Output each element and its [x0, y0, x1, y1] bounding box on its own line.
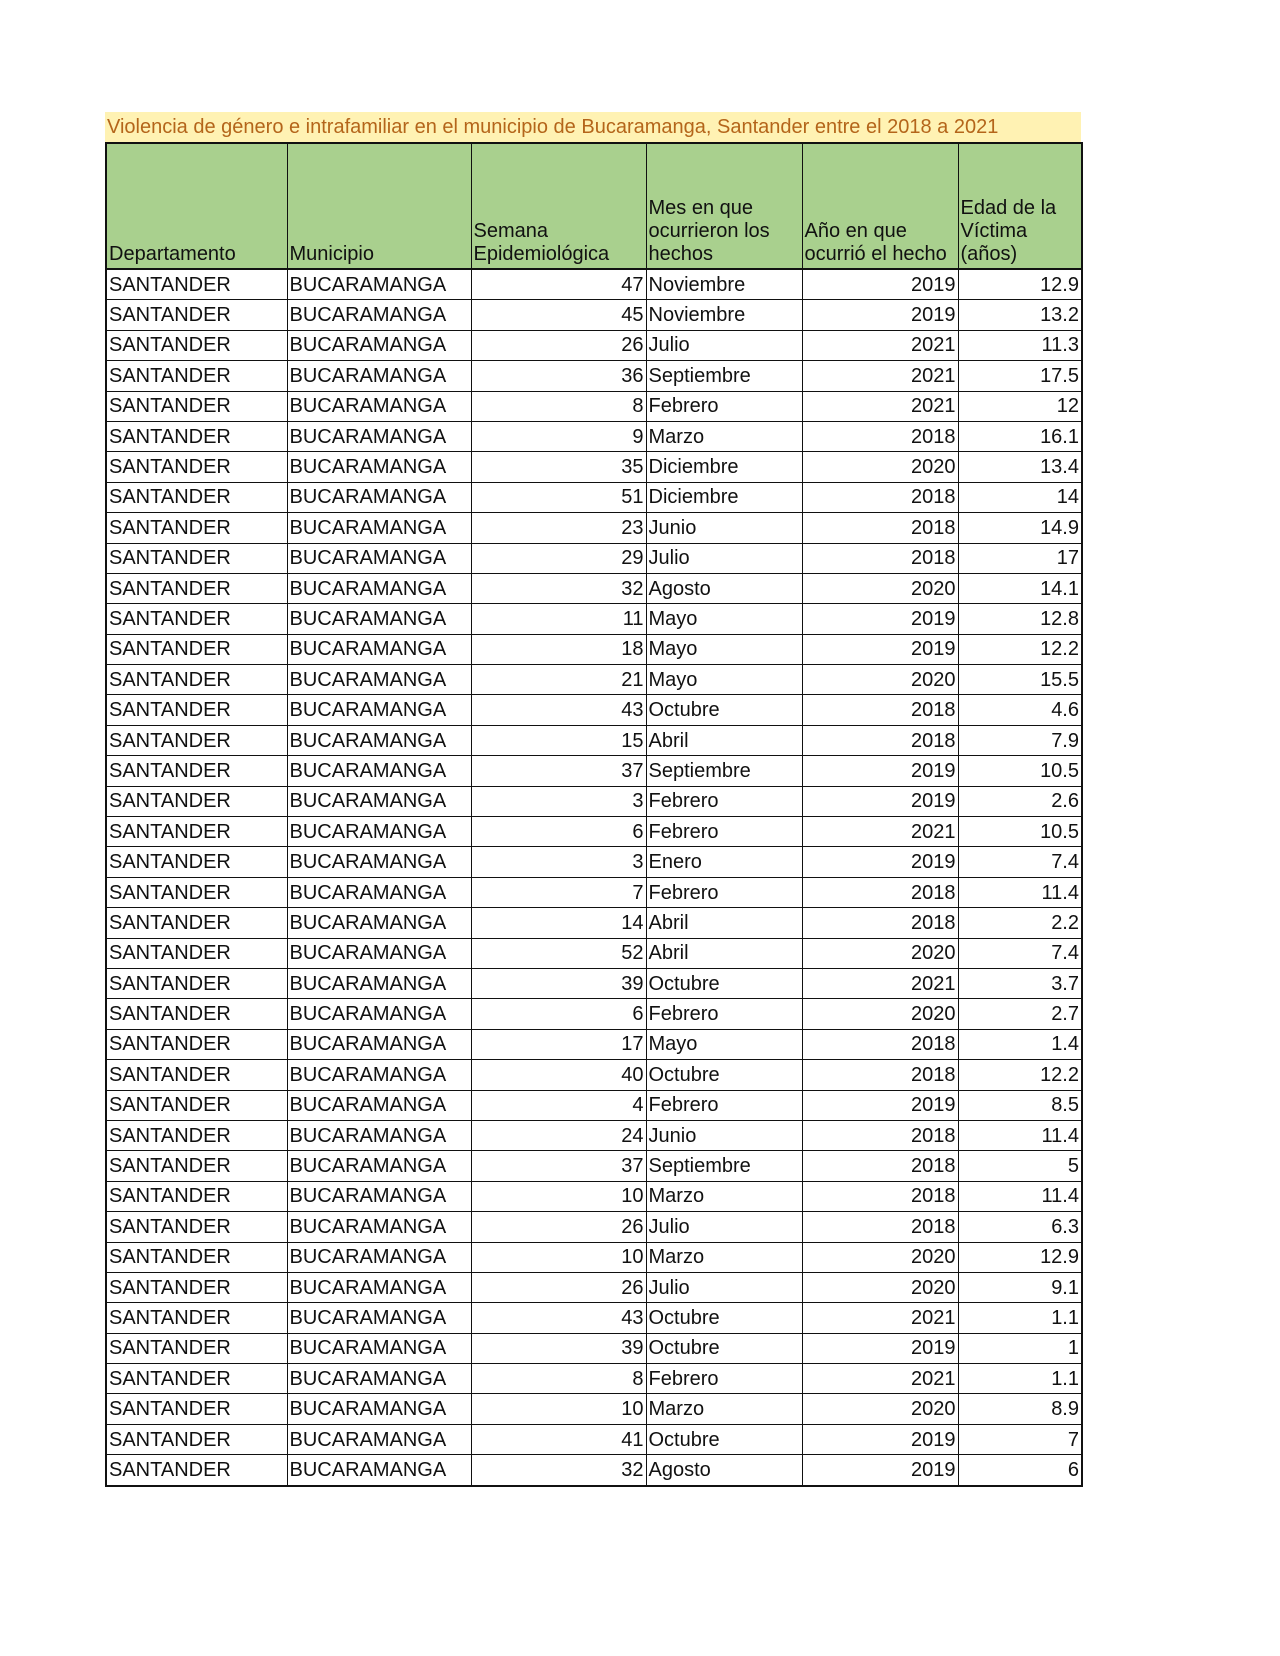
- cell-municipio: BUCARAMANGA: [287, 1303, 471, 1333]
- cell-edad: 7.9: [958, 725, 1082, 755]
- cell-anio: 2019: [802, 1424, 958, 1454]
- cell-semana: 52: [471, 938, 646, 968]
- cell-mes: Agosto: [646, 573, 802, 603]
- cell-edad: 17.5: [958, 361, 1082, 391]
- cell-semana: 14: [471, 908, 646, 938]
- cell-municipio: BUCARAMANGA: [287, 786, 471, 816]
- cell-anio: 2018: [802, 877, 958, 907]
- cell-departamento: SANTANDER: [106, 725, 287, 755]
- cell-mes: Mayo: [646, 604, 802, 634]
- cell-anio: 2018: [802, 482, 958, 512]
- cell-departamento: SANTANDER: [106, 634, 287, 664]
- cell-municipio: BUCARAMANGA: [287, 968, 471, 998]
- table-row: [106, 756, 1082, 786]
- cell-mes: Marzo: [646, 1394, 802, 1424]
- table-row: [106, 908, 1082, 938]
- cell-anio: 2019: [802, 847, 958, 877]
- cell-mes: Diciembre: [646, 452, 802, 482]
- cell-semana: 17: [471, 1029, 646, 1059]
- cell-departamento: SANTANDER: [106, 847, 287, 877]
- table-row: [106, 1151, 1082, 1181]
- cell-departamento: SANTANDER: [106, 877, 287, 907]
- cell-municipio: BUCARAMANGA: [287, 1181, 471, 1211]
- cell-mes: Noviembre: [646, 269, 802, 300]
- cell-departamento: SANTANDER: [106, 1242, 287, 1272]
- cell-semana: 29: [471, 543, 646, 573]
- cell-semana: 26: [471, 330, 646, 360]
- cell-edad: 5: [958, 1151, 1082, 1181]
- cell-municipio: BUCARAMANGA: [287, 1424, 471, 1454]
- cell-departamento: SANTANDER: [106, 482, 287, 512]
- cell-municipio: BUCARAMANGA: [287, 452, 471, 482]
- cell-departamento: SANTANDER: [106, 1060, 287, 1090]
- cell-municipio: BUCARAMANGA: [287, 330, 471, 360]
- cell-mes: Abril: [646, 938, 802, 968]
- cell-departamento: SANTANDER: [106, 1090, 287, 1120]
- cell-semana: 3: [471, 786, 646, 816]
- cell-edad: 13.2: [958, 300, 1082, 330]
- cell-municipio: BUCARAMANGA: [287, 847, 471, 877]
- cell-edad: 6: [958, 1455, 1082, 1486]
- cell-mes: Julio: [646, 330, 802, 360]
- table-row: [106, 482, 1082, 512]
- table-row: [106, 361, 1082, 391]
- cell-edad: 10.5: [958, 756, 1082, 786]
- cell-anio: 2020: [802, 999, 958, 1029]
- cell-anio: 2018: [802, 421, 958, 451]
- table-row: [106, 1333, 1082, 1363]
- cell-semana: 39: [471, 968, 646, 998]
- cell-municipio: BUCARAMANGA: [287, 634, 471, 664]
- cell-mes: Octubre: [646, 1424, 802, 1454]
- cell-departamento: SANTANDER: [106, 330, 287, 360]
- table-row: [106, 543, 1082, 573]
- table-body: [106, 269, 1082, 1486]
- cell-departamento: SANTANDER: [106, 452, 287, 482]
- table-row: [106, 269, 1082, 300]
- cell-municipio: BUCARAMANGA: [287, 1090, 471, 1120]
- table-title: Violencia de género e intrafamiliar en el municipio de Bucaramanga, Santander entre el 2018 a 2021: [105, 112, 1081, 142]
- table-row: [106, 604, 1082, 634]
- cell-edad: 16.1: [958, 421, 1082, 451]
- cell-semana: 8: [471, 1364, 646, 1394]
- table-row: [106, 968, 1082, 998]
- cell-anio: 2019: [802, 604, 958, 634]
- cell-edad: 12: [958, 391, 1082, 421]
- cell-anio: 2019: [802, 756, 958, 786]
- cell-anio: 2021: [802, 330, 958, 360]
- cell-semana: 10: [471, 1181, 646, 1211]
- table-row: [106, 1394, 1082, 1424]
- cell-edad: 8.9: [958, 1394, 1082, 1424]
- cell-semana: 9: [471, 421, 646, 451]
- cell-anio: 2018: [802, 725, 958, 755]
- cell-departamento: SANTANDER: [106, 421, 287, 451]
- cell-edad: 1.4: [958, 1029, 1082, 1059]
- cell-semana: 45: [471, 300, 646, 330]
- cell-semana: 10: [471, 1394, 646, 1424]
- cell-anio: 2018: [802, 908, 958, 938]
- cell-semana: 37: [471, 756, 646, 786]
- cell-anio: 2018: [802, 695, 958, 725]
- table-row: [106, 665, 1082, 695]
- cell-departamento: SANTANDER: [106, 1151, 287, 1181]
- cell-departamento: SANTANDER: [106, 999, 287, 1029]
- cell-municipio: BUCARAMANGA: [287, 1242, 471, 1272]
- cell-municipio: BUCARAMANGA: [287, 1272, 471, 1302]
- cell-edad: 2.7: [958, 999, 1082, 1029]
- cell-semana: 26: [471, 1212, 646, 1242]
- cell-departamento: SANTANDER: [106, 543, 287, 573]
- cell-edad: 3.7: [958, 968, 1082, 998]
- header-municipio: Municipio: [287, 143, 471, 269]
- cell-anio: 2019: [802, 786, 958, 816]
- cell-mes: Julio: [646, 1272, 802, 1302]
- cell-anio: 2021: [802, 817, 958, 847]
- cell-semana: 6: [471, 817, 646, 847]
- table-row: [106, 330, 1082, 360]
- cell-semana: 35: [471, 452, 646, 482]
- table-row: [106, 938, 1082, 968]
- cell-departamento: SANTANDER: [106, 938, 287, 968]
- cell-municipio: BUCARAMANGA: [287, 1212, 471, 1242]
- table-row: [106, 391, 1082, 421]
- cell-edad: 7: [958, 1424, 1082, 1454]
- cell-semana: 37: [471, 1151, 646, 1181]
- cell-municipio: BUCARAMANGA: [287, 1029, 471, 1059]
- cell-mes: Febrero: [646, 1090, 802, 1120]
- cell-departamento: SANTANDER: [106, 1212, 287, 1242]
- cell-mes: Febrero: [646, 786, 802, 816]
- cell-edad: 12.9: [958, 269, 1082, 300]
- table-row: [106, 695, 1082, 725]
- cell-edad: 14: [958, 482, 1082, 512]
- cell-municipio: BUCARAMANGA: [287, 361, 471, 391]
- cell-anio: 2020: [802, 938, 958, 968]
- cell-edad: 1.1: [958, 1303, 1082, 1333]
- cell-departamento: SANTANDER: [106, 269, 287, 300]
- cell-municipio: BUCARAMANGA: [287, 725, 471, 755]
- cell-mes: Mayo: [646, 1029, 802, 1059]
- cell-semana: 26: [471, 1272, 646, 1302]
- cell-mes: Julio: [646, 543, 802, 573]
- cell-semana: 15: [471, 725, 646, 755]
- cell-anio: 2020: [802, 1394, 958, 1424]
- cell-semana: 51: [471, 482, 646, 512]
- cell-semana: 21: [471, 665, 646, 695]
- cell-semana: 10: [471, 1242, 646, 1272]
- cell-anio: 2018: [802, 543, 958, 573]
- cell-anio: 2021: [802, 361, 958, 391]
- cell-departamento: SANTANDER: [106, 786, 287, 816]
- cell-edad: 12.2: [958, 1060, 1082, 1090]
- cell-anio: 2020: [802, 1272, 958, 1302]
- cell-municipio: BUCARAMANGA: [287, 1333, 471, 1363]
- cell-edad: 6.3: [958, 1212, 1082, 1242]
- cell-municipio: BUCARAMANGA: [287, 1364, 471, 1394]
- table-row: [106, 513, 1082, 543]
- cell-anio: 2020: [802, 665, 958, 695]
- cell-departamento: SANTANDER: [106, 1455, 287, 1486]
- cell-anio: 2018: [802, 1151, 958, 1181]
- table-row: [106, 999, 1082, 1029]
- cell-anio: 2021: [802, 1364, 958, 1394]
- cell-municipio: BUCARAMANGA: [287, 1455, 471, 1486]
- cell-edad: 1: [958, 1333, 1082, 1363]
- cell-edad: 10.5: [958, 817, 1082, 847]
- cell-edad: 12.8: [958, 604, 1082, 634]
- cell-anio: 2019: [802, 269, 958, 300]
- table-row: [106, 817, 1082, 847]
- cell-anio: 2018: [802, 513, 958, 543]
- header-row: [106, 143, 1082, 269]
- cell-mes: Junio: [646, 513, 802, 543]
- cell-mes: Febrero: [646, 999, 802, 1029]
- cell-mes: Agosto: [646, 1455, 802, 1486]
- cell-anio: 2020: [802, 452, 958, 482]
- cell-semana: 41: [471, 1424, 646, 1454]
- cell-mes: Mayo: [646, 665, 802, 695]
- cell-mes: Febrero: [646, 877, 802, 907]
- cell-municipio: BUCARAMANGA: [287, 604, 471, 634]
- header-departamento: Departamento: [106, 143, 287, 269]
- header-mes: Mes en que ocurrieron los hechos: [646, 143, 802, 269]
- cell-mes: Abril: [646, 908, 802, 938]
- cell-municipio: BUCARAMANGA: [287, 665, 471, 695]
- cell-municipio: BUCARAMANGA: [287, 1394, 471, 1424]
- cell-municipio: BUCARAMANGA: [287, 817, 471, 847]
- table-row: [106, 1272, 1082, 1302]
- cell-semana: 40: [471, 1060, 646, 1090]
- cell-edad: 11.4: [958, 1181, 1082, 1211]
- cell-departamento: SANTANDER: [106, 391, 287, 421]
- cell-departamento: SANTANDER: [106, 513, 287, 543]
- cell-anio: 2019: [802, 1090, 958, 1120]
- cell-municipio: BUCARAMANGA: [287, 908, 471, 938]
- table-row: [106, 1424, 1082, 1454]
- cell-mes: Diciembre: [646, 482, 802, 512]
- table-row: [106, 452, 1082, 482]
- cell-departamento: SANTANDER: [106, 695, 287, 725]
- cell-mes: Julio: [646, 1212, 802, 1242]
- cell-semana: 11: [471, 604, 646, 634]
- cell-semana: 6: [471, 999, 646, 1029]
- cell-mes: Marzo: [646, 1242, 802, 1272]
- cell-anio: 2018: [802, 1181, 958, 1211]
- cell-mes: Marzo: [646, 1181, 802, 1211]
- cell-municipio: BUCARAMANGA: [287, 543, 471, 573]
- cell-departamento: SANTANDER: [106, 1394, 287, 1424]
- cell-mes: Febrero: [646, 817, 802, 847]
- cell-municipio: BUCARAMANGA: [287, 513, 471, 543]
- cell-mes: Octubre: [646, 1060, 802, 1090]
- table-row: [106, 725, 1082, 755]
- table-row: [106, 847, 1082, 877]
- cell-municipio: BUCARAMANGA: [287, 999, 471, 1029]
- cell-mes: Septiembre: [646, 1151, 802, 1181]
- cell-edad: 2.2: [958, 908, 1082, 938]
- table-row: [106, 1364, 1082, 1394]
- spreadsheet: [105, 112, 1081, 1487]
- cell-municipio: BUCARAMANGA: [287, 756, 471, 786]
- cell-semana: 8: [471, 391, 646, 421]
- cell-edad: 9.1: [958, 1272, 1082, 1302]
- table-row: [106, 1303, 1082, 1333]
- cell-semana: 3: [471, 847, 646, 877]
- cell-edad: 7.4: [958, 938, 1082, 968]
- cell-semana: 18: [471, 634, 646, 664]
- cell-semana: 23: [471, 513, 646, 543]
- cell-departamento: SANTANDER: [106, 665, 287, 695]
- cell-edad: 17: [958, 543, 1082, 573]
- cell-municipio: BUCARAMANGA: [287, 1120, 471, 1150]
- cell-semana: 32: [471, 573, 646, 603]
- cell-mes: Noviembre: [646, 300, 802, 330]
- cell-semana: 43: [471, 695, 646, 725]
- cell-municipio: BUCARAMANGA: [287, 877, 471, 907]
- cell-anio: 2020: [802, 573, 958, 603]
- cell-municipio: BUCARAMANGA: [287, 1060, 471, 1090]
- cell-mes: Octubre: [646, 968, 802, 998]
- table-row: [106, 1212, 1082, 1242]
- table-row: [106, 877, 1082, 907]
- cell-departamento: SANTANDER: [106, 1424, 287, 1454]
- cell-departamento: SANTANDER: [106, 968, 287, 998]
- cell-anio: 2018: [802, 1060, 958, 1090]
- cell-departamento: SANTANDER: [106, 908, 287, 938]
- cell-semana: 36: [471, 361, 646, 391]
- cell-mes: Junio: [646, 1120, 802, 1150]
- cell-edad: 14.9: [958, 513, 1082, 543]
- cell-anio: 2020: [802, 1242, 958, 1272]
- cell-edad: 14.1: [958, 573, 1082, 603]
- cell-anio: 2021: [802, 391, 958, 421]
- cell-departamento: SANTANDER: [106, 1303, 287, 1333]
- cell-semana: 4: [471, 1090, 646, 1120]
- cell-edad: 11.4: [958, 877, 1082, 907]
- table-row: [106, 1120, 1082, 1150]
- cell-edad: 2.6: [958, 786, 1082, 816]
- cell-municipio: BUCARAMANGA: [287, 421, 471, 451]
- table-row: [106, 634, 1082, 664]
- table-row: [106, 1090, 1082, 1120]
- cell-semana: 47: [471, 269, 646, 300]
- cell-mes: Marzo: [646, 421, 802, 451]
- cell-semana: 24: [471, 1120, 646, 1150]
- cell-anio: 2021: [802, 1303, 958, 1333]
- cell-anio: 2019: [802, 300, 958, 330]
- cell-departamento: SANTANDER: [106, 300, 287, 330]
- cell-edad: 1.1: [958, 1364, 1082, 1394]
- cell-anio: 2021: [802, 968, 958, 998]
- cell-municipio: BUCARAMANGA: [287, 391, 471, 421]
- table-row: [106, 1060, 1082, 1090]
- cell-edad: 11.4: [958, 1120, 1082, 1150]
- cell-semana: 32: [471, 1455, 646, 1486]
- cell-edad: 8.5: [958, 1090, 1082, 1120]
- cell-edad: 11.3: [958, 330, 1082, 360]
- cell-mes: Mayo: [646, 634, 802, 664]
- cell-departamento: SANTANDER: [106, 604, 287, 634]
- cell-departamento: SANTANDER: [106, 361, 287, 391]
- header-edad: Edad de la Víctima (años): [958, 143, 1082, 269]
- cell-semana: 43: [471, 1303, 646, 1333]
- cell-edad: 15.5: [958, 665, 1082, 695]
- cell-mes: Septiembre: [646, 361, 802, 391]
- cell-mes: Octubre: [646, 695, 802, 725]
- cell-mes: Octubre: [646, 1303, 802, 1333]
- header-semana: Semana Epidemiológica: [471, 143, 646, 269]
- cell-municipio: BUCARAMANGA: [287, 482, 471, 512]
- cell-mes: Febrero: [646, 1364, 802, 1394]
- cell-departamento: SANTANDER: [106, 1181, 287, 1211]
- table-row: [106, 1455, 1082, 1486]
- cell-edad: 13.4: [958, 452, 1082, 482]
- header-anio: Año en que ocurrió el hecho: [802, 143, 958, 269]
- table-row: [106, 1242, 1082, 1272]
- cell-anio: 2018: [802, 1029, 958, 1059]
- cell-edad: 4.6: [958, 695, 1082, 725]
- table-row: [106, 786, 1082, 816]
- cell-departamento: SANTANDER: [106, 1364, 287, 1394]
- cell-anio: 2019: [802, 1455, 958, 1486]
- cell-semana: 7: [471, 877, 646, 907]
- cell-municipio: BUCARAMANGA: [287, 269, 471, 300]
- cell-mes: Septiembre: [646, 756, 802, 786]
- cell-municipio: BUCARAMANGA: [287, 300, 471, 330]
- cell-anio: 2018: [802, 1212, 958, 1242]
- cell-municipio: BUCARAMANGA: [287, 573, 471, 603]
- cell-mes: Febrero: [646, 391, 802, 421]
- cell-departamento: SANTANDER: [106, 1120, 287, 1150]
- cell-anio: 2019: [802, 634, 958, 664]
- table-row: [106, 300, 1082, 330]
- cell-municipio: BUCARAMANGA: [287, 1151, 471, 1181]
- cell-departamento: SANTANDER: [106, 817, 287, 847]
- cell-departamento: SANTANDER: [106, 1029, 287, 1059]
- table-row: [106, 1029, 1082, 1059]
- cell-edad: 12.2: [958, 634, 1082, 664]
- cell-edad: 12.9: [958, 1242, 1082, 1272]
- cell-municipio: BUCARAMANGA: [287, 695, 471, 725]
- table-row: [106, 1181, 1082, 1211]
- cell-anio: 2019: [802, 1333, 958, 1363]
- table-row: [106, 421, 1082, 451]
- cell-edad: 7.4: [958, 847, 1082, 877]
- cell-departamento: SANTANDER: [106, 756, 287, 786]
- cell-departamento: SANTANDER: [106, 1333, 287, 1363]
- cell-departamento: SANTANDER: [106, 573, 287, 603]
- cell-mes: Abril: [646, 725, 802, 755]
- cell-anio: 2018: [802, 1120, 958, 1150]
- cell-mes: Enero: [646, 847, 802, 877]
- table-row: [106, 573, 1082, 603]
- cell-semana: 39: [471, 1333, 646, 1363]
- data-table: [105, 142, 1083, 1487]
- cell-departamento: SANTANDER: [106, 1272, 287, 1302]
- cell-municipio: BUCARAMANGA: [287, 938, 471, 968]
- cell-mes: Octubre: [646, 1333, 802, 1363]
